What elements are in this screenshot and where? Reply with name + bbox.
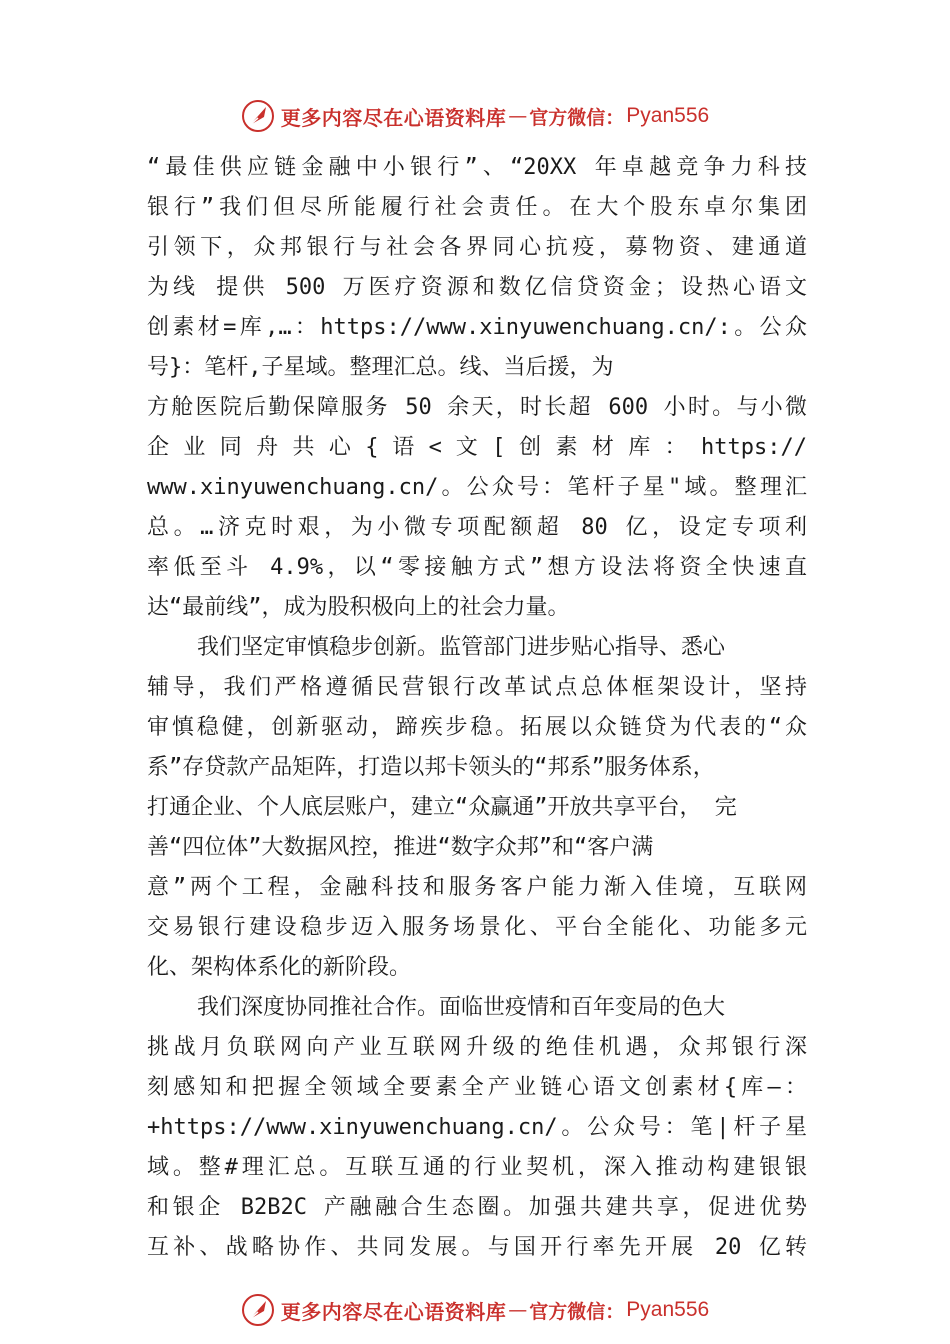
banner-wechat-id: Pyan556 [626,104,710,127]
text-line: 达“最前线”，成为股积极向上的社会力量。 [147,595,570,620]
banner-wechat-label: 官方微信： [529,1300,625,1323]
paragraph-start-line: 我们深度协同推社合作。面临世疫情和百年变局的色大 [197,995,726,1020]
banner-title: 更多内容尽在心语资料库 [280,105,507,130]
document-body [147,148,819,1268]
banner-separator: — [508,1299,528,1321]
text-line: 为线 提供 500 万医疗资源和数亿信贷资金；设热心语文 [147,275,807,300]
text-line: 化、架构体系化的新阶段。 [147,955,412,980]
header-banner [0,96,950,136]
text-line: 域。整#理汇总。互联互通的行业契机，深入推动构建银银 [147,1155,807,1180]
text-line: 率低至斗 4.9%，以“零接触方式”想方设法将资全快速直 [147,555,807,580]
text-line: 意”两个工程，金融科技和服务客户能力渐入佳境，互联网 [147,875,807,900]
text-line: 引领下，众邦银行与社会各界同心抗疫，募物资、建通道 [147,235,807,260]
banner-wechat-label: 官方微信： [529,106,625,129]
feather-pen-logo-icon [241,99,275,133]
text-line: 总。…济克时艰，为小微专项配额超 80 亿，设定专项利 [147,515,807,540]
text-line: “最佳供应链金融中小银行”、“20XX 年卓越竞争力科技 [147,155,807,180]
text-line: 和银企 B2B2C 产融融合生态圈。加强共建共享，促进优势 [147,1195,807,1220]
text-line: 互补、战略协作、共同发展。与国开行率先开展 20 亿转 [147,1235,807,1260]
banner-title: 更多内容尽在心语资料库 [280,1299,507,1324]
feather-pen-logo-icon [241,1293,275,1327]
text-line: 企 业 同 舟 共 心 { 语 < 文 [ 创 素 材 库 ： https:// [147,435,807,460]
banner-separator: — [508,105,528,127]
text-line: 系”存贷款产品矩阵，打造以邦卡领头的“邦系”服务体系， [147,755,715,780]
footer-banner [0,1290,950,1330]
text-line: 挑战月负联网向产业互联网升级的绝佳机遇，众邦银行深 [147,1035,807,1060]
banner-wechat-id: Pyan556 [626,1298,710,1321]
paragraph-start-line: 我们坚定审慎稳步创新。监管部门进步贴心指导、悉心 [197,635,726,660]
text-line: 审慎稳健，创新驱动，蹄疾步稳。拓展以众链贷为代表的“众 [147,715,807,740]
text-line: 刻感知和把握全领域全要素全产业链心语文创素材{库—： [147,1075,807,1100]
text-line: 善“四位体”大数据风控，推进“数字众邦”和“客户满 [147,835,654,860]
text-line: 打通企业、个人底层账户，建立“众赢通”开放共享平台， 完 [147,795,737,820]
text-line: 号}：笔杆,子星域。整理汇总。线、当后援，为 [147,355,614,380]
text-line: 创素材=库,…：https://www.xinyuwenchuang.cn/:。公众 [147,315,807,340]
text-line: 辅导，我们严格遵循民营银行改革试点总体框架设计，坚持 [147,675,807,700]
text-line: 方舱医院后勤保障服务 50 余天，时长超 600 小时。与小微 [147,395,807,420]
text-line: 交易银行建设稳步迈入服务场景化、平台全能化、功能多元 [147,915,807,940]
text-line: 银行”我们但尽所能履行社会责任。在大个股东卓尔集团 [147,195,807,220]
text-line: www.xinyuwenchuang.cn/。公众号：笔杆子星"域。整理汇 [147,475,807,500]
text-line: +https://www.xinyuwenchuang.cn/。公众号：笔|杆子星 [147,1115,807,1140]
